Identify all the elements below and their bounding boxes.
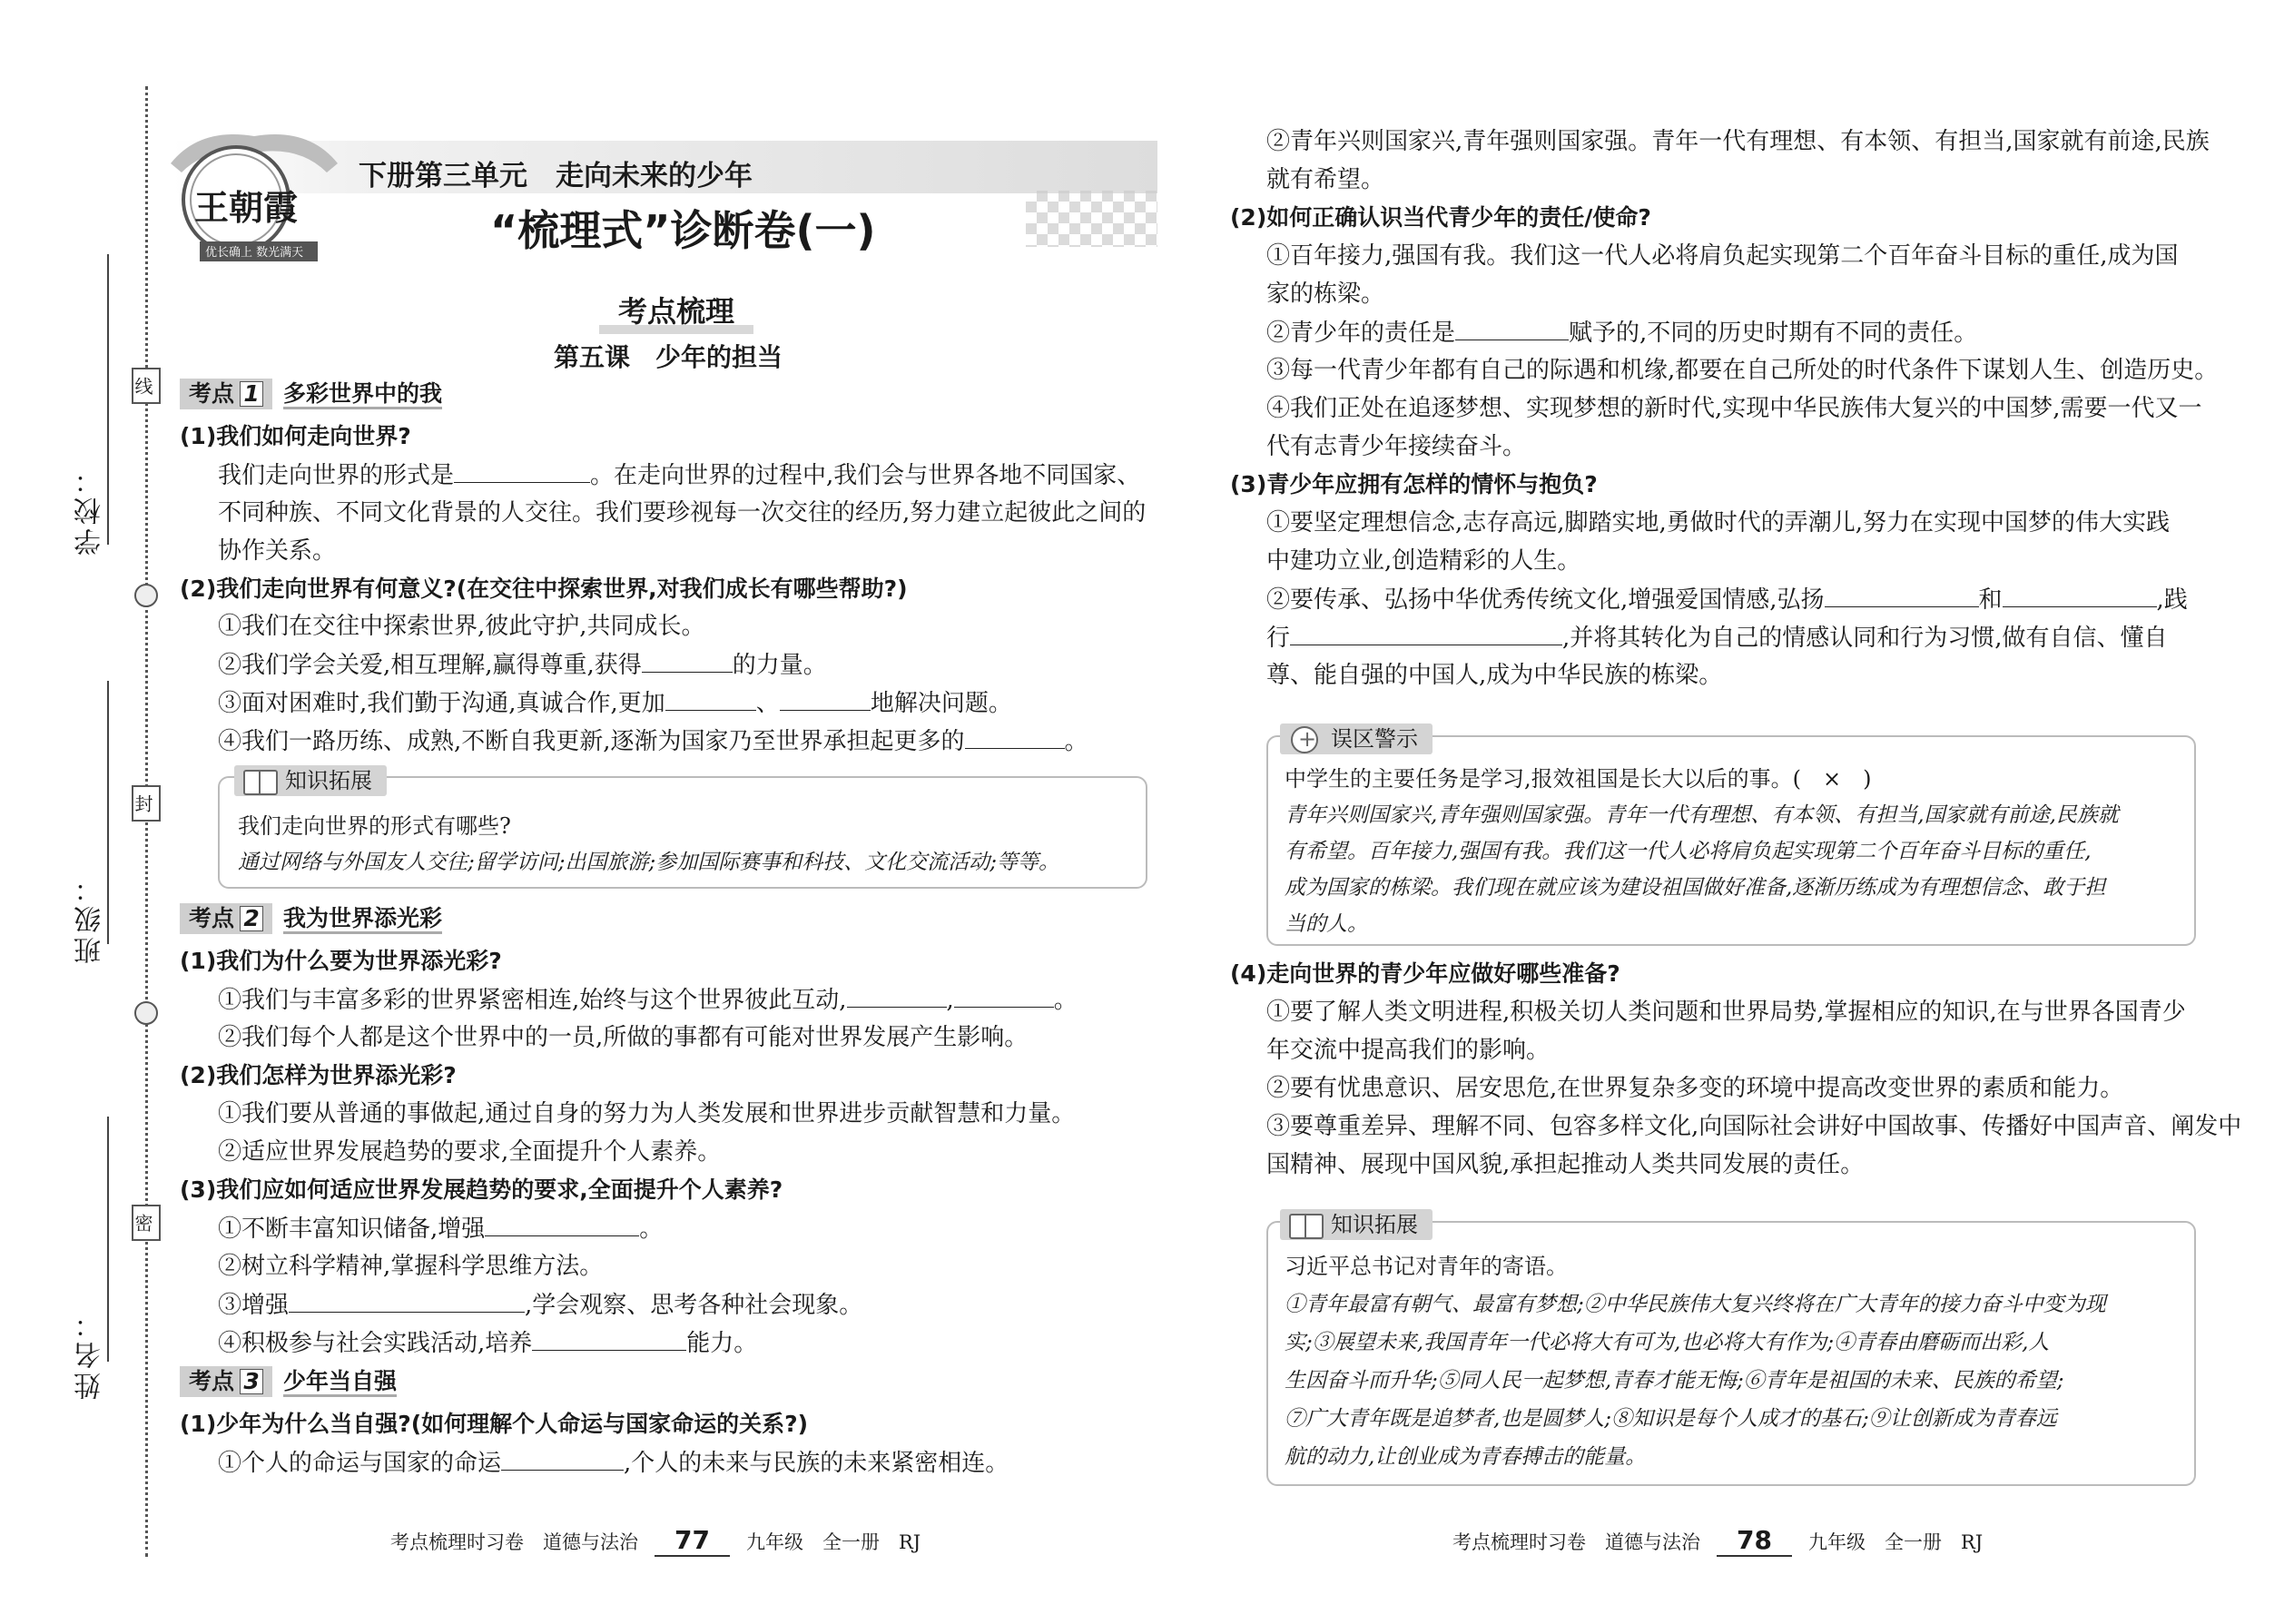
answer-line: 我们走向世界的形式是 。在走向世界的过程中,我们会与世界各地不同国家、 (218, 458, 1140, 492)
fill-blank[interactable] (501, 1446, 624, 1471)
section-title: 考点梳理 (590, 289, 763, 330)
answer-line: ②我们学会关爱,相互理解,赢得尊重,获得 的力量。 (218, 648, 827, 682)
box-text: ①青年最富有朝气、最富有梦想;②中华民族伟大复兴终将在广大青年的接力奋斗中变为现 (1285, 1293, 2106, 1316)
fill-blank[interactable] (1290, 621, 1562, 645)
fill-blank[interactable] (2003, 583, 2157, 607)
answer-line: 中建功立业,创造精彩的人生。 (1266, 547, 1581, 575)
answer-line: ①我们在交往中探索世界,彼此守护,共同成长。 (218, 613, 705, 640)
margin-mark-secret: 密 (132, 1205, 161, 1241)
footer-left: 考点梳理时习卷 道德与法治 77 九年级 全一册 RJ (390, 1525, 921, 1555)
answer-line: ②树立科学精神,掌握科学思维方法。 (218, 1253, 604, 1280)
answer-line: 家的栋梁。 (1266, 281, 1385, 308)
answer-line: ③面对困难时,我们勤于沟通,真诚合作,更加 、 地解决问题。 (218, 686, 1012, 720)
answer-line: ②我们每个人都是这个世界中的一员,所做的事都有可能对世界发展产生影响。 (218, 1024, 1029, 1051)
kaodian-2-heading: 考点 2 我为世界添光彩 (180, 903, 442, 934)
answer-line: ①不断丰富知识储备,增强 。 (218, 1212, 663, 1245)
box-text: 生因奋斗而升华;⑤同人民一起梦想,青春才能无悔;⑥青年是祖国的未来、民族的希望; (1285, 1369, 2064, 1393)
fill-blank[interactable] (532, 1326, 686, 1351)
box-tag: 知识拓展 (234, 765, 387, 796)
fill-blank[interactable] (665, 686, 756, 711)
answer-line: 代有志青少年接续奋斗。 (1266, 433, 1527, 460)
box-text: 习近平总书记对青年的寄语。 (1285, 1254, 1568, 1279)
question: (2)我们怎样为世界添光彩? (180, 1062, 457, 1088)
question: (1)我们如何走向世界? (180, 423, 411, 449)
binding-ring-icon (134, 584, 158, 607)
answer-line: ②要传承、弘扬中华优秀传统文化,增强爱国情感,弘扬 和 ,践 (1266, 583, 2188, 616)
answer-line: ②青年兴则国家兴,青年强则国家强。青年一代有理想、有本领、有担当,国家就有前途,民族 (1266, 128, 2210, 155)
answer-line: 就有希望。 (1266, 166, 1385, 193)
question: (3)青少年应拥有怎样的情怀与抱负? (1230, 471, 1598, 497)
box-text: ⑦广大青年既是追梦者,也是圆梦人;⑧知识是每个人成才的基石;⑨让创新成为青春远 (1285, 1407, 2057, 1431)
answer-line: ④我们一路历练、成熟,不断自我更新,逐渐为国家乃至世界承担起更多的 。 (218, 724, 1088, 758)
answer-line: ④积极参与社会实践活动,培养 能力。 (218, 1326, 757, 1360)
margin-mark-seal: 封 (132, 785, 161, 822)
box-text: 实;③展望未来,我国青年一代必将大有可为,也必将大有作为;④青春由磨砺而出彩,人 (1285, 1331, 2050, 1354)
name-label: 姓名： (74, 1307, 106, 1400)
binding-dotted-line (145, 86, 148, 1557)
kaodian-3-heading: 考点 3 少年当自强 (180, 1366, 397, 1397)
box-tag: + 误区警示 (1280, 723, 1433, 754)
warning-icon (1291, 726, 1318, 753)
answer-line: ②青少年的责任是 赋予的,不同的历史时期有不同的责任。 (1266, 316, 1977, 349)
answer-line: 尊、能自强的中国人,成为中华民族的栋梁。 (1266, 662, 1723, 689)
fill-blank[interactable] (780, 686, 871, 711)
book-icon (243, 770, 278, 795)
box-tag: 知识拓展 (1280, 1209, 1433, 1240)
fill-blank[interactable] (847, 983, 947, 1008)
fill-blank[interactable] (642, 648, 733, 673)
answer-line: ①我们要从普通的事做起,通过自身的努力为人类发展和世界进步贡献智慧和力量。 (218, 1100, 1076, 1127)
answer-line: ③要尊重差异、理解不同、包容多样文化,向国际社会讲好中国故事、传播好中国声音、阐发中 (1266, 1113, 2242, 1140)
answer-line: ②要有忧患意识、居安思危,在世界复杂多变的环境中提高改变世界的素质和能力。 (1266, 1075, 2124, 1102)
fill-blank[interactable] (1825, 583, 1979, 607)
book-icon (1289, 1214, 1324, 1239)
box-text: 成为国家的栋梁。我们现在就应该为建设祖国做好准备,逐渐历练成为有理想信念、敢于担 (1285, 876, 2106, 900)
answer-line: ①要坚定理想信念,志存高远,脚踏实地,勇做时代的弄潮儿,努力在实现中国梦的伟大实践 (1266, 509, 2171, 536)
answer-line: ③增强 ,学会观察、思考各种社会现象。 (218, 1288, 862, 1322)
fill-blank[interactable] (1455, 316, 1569, 340)
box-text: 有希望。百年接力,强国有我。我们这一代人必将肩负起实现第二个百年奋斗目标的重任, (1285, 840, 2092, 863)
box-text: 我们走向世界的形式有哪些? (238, 813, 511, 839)
fill-blank[interactable] (965, 724, 1065, 749)
binding-ring-icon (134, 1001, 158, 1025)
answer-line: ①我们与丰富多彩的世界紧密相连,始终与这个世界彼此互动, , 。 (218, 983, 1078, 1017)
logo-text: 王朝霞 (194, 187, 299, 228)
box-text: 中学生的主要任务是学习,报效祖国是长大以后的事。( × ) (1285, 766, 1872, 792)
kaodian-1-heading: 考点 1 多彩世界中的我 (180, 379, 442, 409)
answer-line: ④我们正处在追逐梦想、实现梦想的新时代,实现中华民族伟大复兴的中国梦,需要一代又一 (1266, 395, 2202, 422)
brand-logo (163, 127, 345, 272)
question: (1)我们为什么要为世界添光彩? (180, 948, 502, 974)
fill-blank[interactable] (954, 983, 1054, 1008)
answer-line: 年交流中提高我们的影响。 (1266, 1037, 1551, 1064)
question: (2)我们走向世界有何意义?(在交往中探索世界,对我们成长有哪些帮助?) (180, 576, 908, 602)
answer-line: ①个人的命运与国家的命运 ,个人的未来与民族的未来紧密相连。 (218, 1446, 1009, 1480)
answer-line: ③每一代青少年都有自己的际遇和机缘,都要在自己所处的时代条件下谋划人生、创造历史。 (1266, 357, 2219, 384)
page-title: “梳理式”诊断卷(一) (490, 206, 876, 255)
answer-line: 不同种族、不同文化背景的人交往。我们要珍视每一次交往的经历,努力建立起彼此之间的 (218, 499, 1147, 527)
box-text: 航的动力,让创业成为青春搏击的能量。 (1285, 1445, 1647, 1469)
question: (3)我们应如何适应世界发展趋势的要求,全面提升个人素养? (180, 1176, 783, 1203)
answer-line: ①要了解人类文明进程,积极关切人类问题和世界局势,掌握相应的知识,在与世界各国青少 (1266, 999, 2186, 1026)
school-label: 学校： (74, 463, 106, 556)
answer-line: 协作关系。 (218, 537, 337, 565)
footer-right: 考点梳理时习卷 道德与法治 78 九年级 全一册 RJ (1452, 1525, 1984, 1555)
box-text: 通过网络与外国友人交往;留学访问;出国旅游;参加国际赛事和科技、文化交流活动;等等。 (238, 851, 1059, 874)
class-label: 班级： (74, 871, 106, 964)
question: (4)走向世界的青少年应做好哪些准备? (1230, 960, 1620, 987)
unit-title: 下册第三单元 走向未来的少年 (359, 160, 753, 192)
margin-mark-line: 线 (132, 368, 161, 404)
page-number: 77 (655, 1525, 730, 1557)
logo-subtext: 优长确上 数光满天 (205, 246, 304, 260)
box-text: 青年兴则国家兴,青年强则国家强。青年一代有理想、有本领、有担当,国家就有前途,民族就 (1285, 803, 2119, 827)
answer-line: 行 ,并将其转化为自己的情感认同和行为习惯,做有自信、懂自 (1266, 621, 2168, 655)
answer-line: 国精神、展现中国风貌,承担起推动人类共同发展的责任。 (1266, 1151, 1865, 1178)
answer-line: ①百年接力,强国有我。我们这一代人必将肩负起实现第二个百年奋斗目标的重任,成为国 (1266, 242, 2179, 270)
header-checker-decoration (1026, 191, 1157, 247)
question: (2)如何正确认识当代青少年的责任/使命? (1230, 204, 1651, 231)
question: (1)少年为什么当自强?(如何理解个人命运与国家命运的关系?) (180, 1411, 809, 1437)
fill-blank[interactable] (454, 458, 590, 483)
lesson-title: 第五课 少年的担当 (554, 342, 783, 372)
fill-blank[interactable] (485, 1212, 639, 1236)
fill-blank[interactable] (289, 1288, 525, 1313)
answer-line: ②适应世界发展趋势的要求,全面提升个人素养。 (218, 1138, 722, 1166)
page-number: 78 (1717, 1525, 1792, 1557)
box-text: 当的人。 (1285, 912, 1368, 936)
